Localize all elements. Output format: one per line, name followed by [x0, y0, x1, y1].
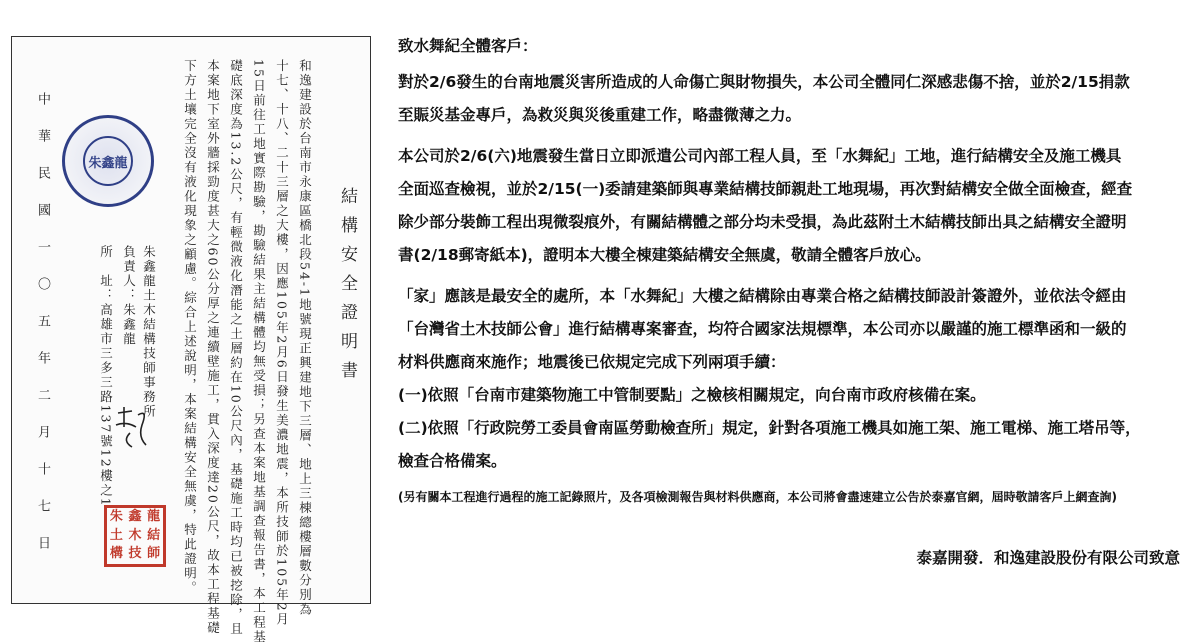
- notice-footnote: (另有關本工程進行過程的施工記錄照片，及各項檢測報告與材料供應商，本公司將會盡速建立公告於泰嘉官網，屆時敬請客戶上網查詢): [398, 490, 1117, 504]
- certificate-body-line: 本案地下室外牆採勁度甚大之60公分厚之連續壁施工，貫入深度達20公尺，故本工程基礎: [205, 59, 221, 636]
- certificate-address: 所 址：高雄市三多三路137號12樓之1: [98, 245, 114, 508]
- seal-char: 龍: [147, 509, 161, 524]
- certificate-body-line: 下方土壤完全沒有液化現象之顧慮。綜合上述說明，本案結構安全無虞，特此證明。: [182, 59, 198, 596]
- notice-line: 檢查合格備案。: [398, 452, 507, 470]
- certificate-body-line: 礎底深度為13.2公尺，有輕微液化潛能之土層約在10公尺內，基礎施工時均已被挖除，且: [228, 59, 244, 637]
- notice-line: 全面巡查檢視，並於2/15(一)委請建築師與專業結構技師親赴工地現場，再次對結構安全做全面檢查，經查: [398, 180, 1133, 198]
- certificate-body-line: 十七、十八、二十三層之大樓，因應105年2月6日發生美濃地震，本所技師於105年2月: [274, 59, 290, 628]
- seal-char: 師: [147, 546, 161, 562]
- notice-line: 本公司於2/6(六)地震發生當日立即派遣公司內部工程人員，至「水舞紀」工地，進行結構安全及施工機具: [398, 147, 1122, 165]
- seal-char: 土: [109, 527, 123, 543]
- round-seal-stamp: [62, 115, 154, 207]
- seal-char: 結: [147, 527, 161, 543]
- round-seal-text: 朱鑫龍: [83, 136, 133, 186]
- certificate-firm-name: 朱鑫龍土木結構技師事務所: [141, 245, 157, 419]
- seal-char: 鑫: [128, 509, 142, 524]
- handwritten-signature: [112, 405, 152, 451]
- certificate-body-line: 15日前往工地實際勘驗，勘驗結果主結構體均無受損；另查本案地基調查報告書，本工程基: [251, 59, 267, 644]
- notice-line: 書(2/18郵寄紙本)，證明本大樓全棟建築結構安全無虞，敬請全體客戶放心。: [398, 246, 931, 264]
- notice-line: 除少部分裝飾工程出現微裂痕外，有關結構體之部分均未受損，為此茲附土木結構技師出具之結構安全證明: [398, 213, 1127, 231]
- certificate-document: [11, 36, 371, 644]
- notice-line: 至賑災基金專戶，為救災與災後重建工作，略盡微薄之力。: [398, 106, 802, 124]
- certificate-title: 結構安全證明書: [337, 187, 357, 390]
- notice-greeting: 致水舞紀全體客戶：: [398, 37, 538, 55]
- seal-char: 構: [109, 546, 123, 562]
- certificate-responsible: 負責人：朱鑫龍: [121, 245, 137, 347]
- notice-line: (二)依照「行政院勞工委員會南區勞動檢查所」規定，針對各項施工機具如施工架、施工電梯、施工塔吊等，: [398, 419, 1141, 437]
- seal-char: 技: [128, 546, 142, 562]
- customer-notice: [398, 30, 1188, 567]
- notice-signature: 泰嘉開發．和逸建設股份有限公司致意: [916, 549, 1180, 567]
- notice-line: 材料供應商來施作；地震後已依規定完成下列兩項手續：: [398, 353, 786, 371]
- certificate-date: 中華民國一〇五年二月十七日: [35, 92, 50, 573]
- notice-line: (一)依照「台南市建築物施工中管制要點」之檢核相關規定，向台南市政府核備在案。: [398, 386, 986, 404]
- notice-line: 「家」應該是最安全的處所，本「水舞紀」大樓之結構除由專業合格之結構技師設計簽證外，並依法令經由: [398, 287, 1127, 305]
- seal-char: 木: [128, 527, 142, 543]
- square-seal-stamp: [104, 505, 166, 567]
- certificate-body-line: 和逸建設於台南市永康區橋北段54-1地號現正興建地下三層、地上三棟總樓層數分別為: [297, 59, 313, 618]
- notice-line: 對於2/6發生的台南地震災害所造成的人命傷亡與財物損失，本公司全體同仁深感悲傷不捨，並於2/15捐款: [398, 73, 1130, 91]
- seal-char: 朱: [109, 509, 123, 524]
- notice-line: 「台灣省土木技師公會」進行結構專案審查，均符合國家法規標準，本公司亦以嚴謹的施工標準函和一級的: [398, 320, 1127, 338]
